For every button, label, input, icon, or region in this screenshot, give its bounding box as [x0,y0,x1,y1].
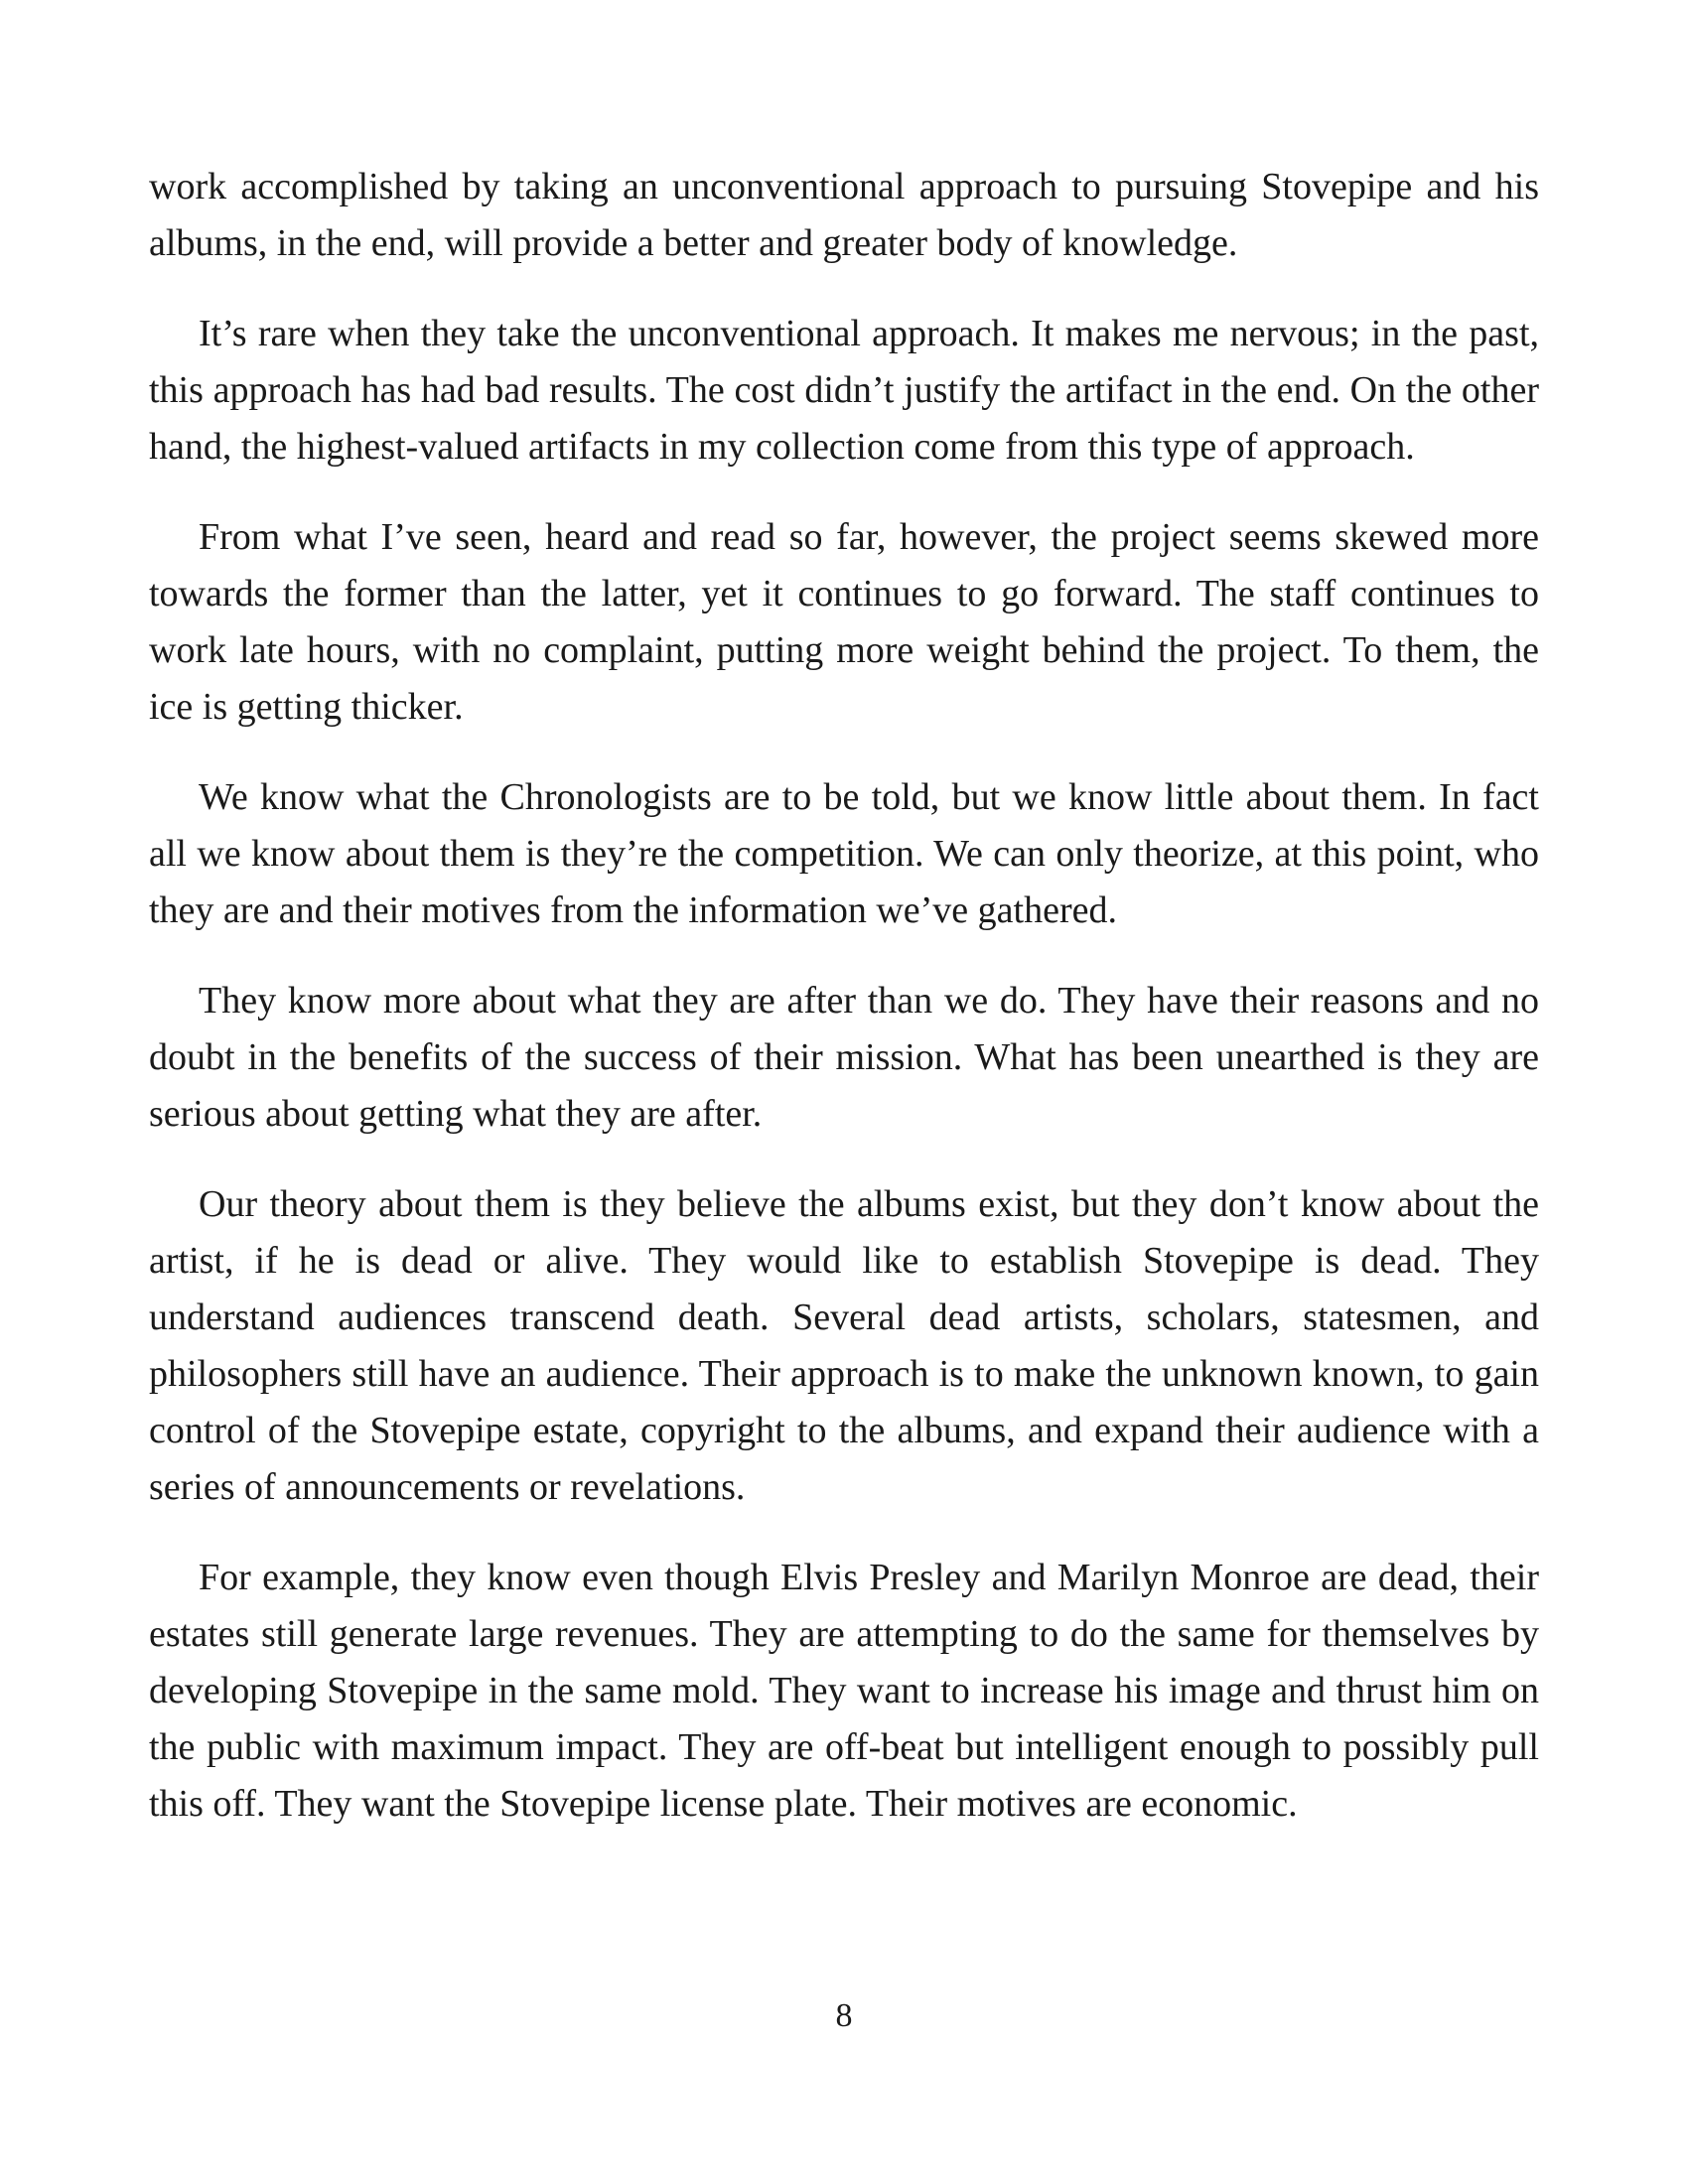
paragraph-5: They know more about what they are after than we do. They have their reasons and no doubt in the benefits of the success of their mission. What has been unearthed is they are serious about getting what they are after. [149,980,1539,1135]
page-number: 8 [835,1997,853,2034]
paragraph-1: work accomplished by taking an unconventional approach to pursuing Stovepipe and his albums, in the end, will provide a better and greater body of knowledge. [149,166,1539,264]
paragraph-6: Our theory about them is they believe the albums exist, but they don’t know about the artist, if he is dead or alive. They would like to establish Stovepipe is dead. They understand audiences transcend death. Several dead artists, scholars, statesmen, and philosophers still have an audience. Their approach is to make the unknown known, to gain control of the Stovepipe estate, copyright to the albums, and expand their audience with a series of announcements or revelations. [149,1183,1539,1508]
paragraph-7: For example, they know even though Elvis Presley and Marilyn Monroe are dead, their estates still generate large revenues. They are attempting to do the same for themselves by developing Stovepipe in the same mold. They want to increase his image and thrust him on the public with maximum impact. They are off-beat but intelligent enough to possibly pull this off. They want the Stovepipe license plate. Their motives are economic. [149,1557,1539,1825]
paragraph-2: It’s rare when they take the unconventional approach. It makes me nervous; in the past, this approach has had bad results. The cost didn’t justify the artifact in the end. On the other hand, the highest-valued artifacts in my collection come from this type of approach. [149,313,1539,468]
paragraph-4: We know what the Chronologists are to be told, but we know little about them. In fact all we know about them is they’re the competition. We can only theorize, at this point, who they are and their motives from the information we’ve gathered. [149,776,1539,931]
paragraph-3: From what I’ve seen, heard and read so far, however, the project seems skewed more towards the former than the latter, yet it continues to go forward. The staff continues to work late hours, with no complaint, putting more weight behind the project. To them, the ice is getting thicker. [149,516,1539,728]
page-body [149,159,1539,1866]
